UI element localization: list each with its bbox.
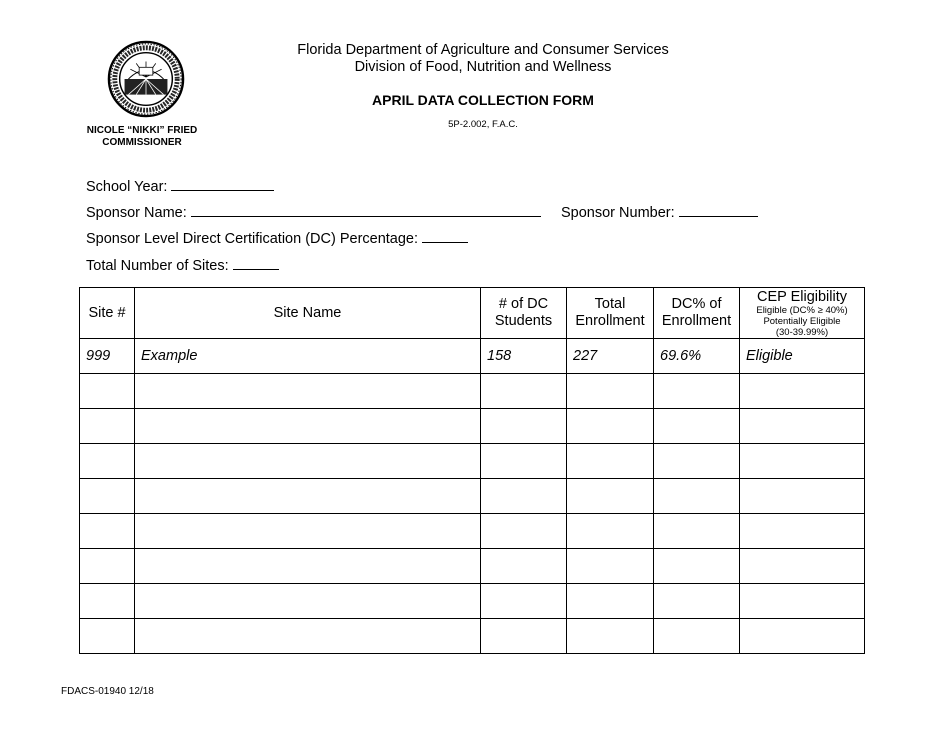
cell-dc-students[interactable] xyxy=(481,514,567,549)
cell-dc-students[interactable] xyxy=(481,409,567,444)
total-sites-input[interactable] xyxy=(233,255,279,270)
commissioner-title: COMMISSIONER xyxy=(102,137,182,148)
agency-name: Florida Department of Agriculture and Consumer Services xyxy=(297,42,669,58)
table-header-row xyxy=(80,288,865,339)
form-title: APRIL DATA COLLECTION FORM xyxy=(372,92,594,108)
cell-cep[interactable] xyxy=(740,444,865,479)
cell-cep[interactable] xyxy=(740,619,865,654)
cell-dc-students[interactable] xyxy=(481,444,567,479)
cell-site-name[interactable]: Example xyxy=(135,339,481,374)
dc-percentage-input[interactable] xyxy=(422,228,468,243)
header-total-enrollment: Total Enrollment xyxy=(567,288,654,339)
cell-dc-students[interactable] xyxy=(481,374,567,409)
cell-cep[interactable] xyxy=(740,584,865,619)
cell-site-num[interactable] xyxy=(80,444,135,479)
dc-percentage-field xyxy=(86,228,468,247)
cell-total-enrollment[interactable] xyxy=(567,409,654,444)
cell-dc-pct[interactable] xyxy=(654,409,740,444)
table-row xyxy=(80,549,865,584)
cell-site-name[interactable] xyxy=(135,479,481,514)
cell-dc-pct[interactable] xyxy=(654,444,740,479)
cell-site-num[interactable] xyxy=(80,619,135,654)
sponsor-name-field xyxy=(86,202,541,221)
table-row xyxy=(80,619,865,654)
cell-site-name[interactable] xyxy=(135,549,481,584)
cell-dc-pct[interactable] xyxy=(654,584,740,619)
cell-site-name[interactable] xyxy=(135,374,481,409)
sponsor-number-input[interactable] xyxy=(679,202,758,217)
header-site-name: Site Name xyxy=(135,288,481,339)
form-header xyxy=(283,42,683,130)
cell-site-name[interactable] xyxy=(135,619,481,654)
cell-site-num[interactable] xyxy=(80,374,135,409)
cell-total-enrollment[interactable] xyxy=(567,549,654,584)
cell-total-enrollment[interactable] xyxy=(567,444,654,479)
sponsor-name-label: Sponsor Name: xyxy=(86,205,187,221)
example-row xyxy=(80,339,865,374)
cell-dc-pct[interactable] xyxy=(654,374,740,409)
cell-cep[interactable] xyxy=(740,409,865,444)
commissioner-block xyxy=(62,125,222,149)
cell-site-name[interactable] xyxy=(135,584,481,619)
cell-cep[interactable]: Eligible xyxy=(740,339,865,374)
cell-dc-students[interactable] xyxy=(481,584,567,619)
cell-site-num[interactable]: 999 xyxy=(80,339,135,374)
cell-total-enrollment[interactable] xyxy=(567,374,654,409)
school-year-input[interactable] xyxy=(171,176,274,191)
cell-total-enrollment[interactable] xyxy=(567,584,654,619)
table-row xyxy=(80,444,865,479)
cell-dc-pct[interactable] xyxy=(654,514,740,549)
cell-cep[interactable] xyxy=(740,479,865,514)
table-row xyxy=(80,409,865,444)
header-dc-students: # of DC Students xyxy=(481,288,567,339)
cell-dc-pct[interactable] xyxy=(654,479,740,514)
sponsor-number-field xyxy=(561,202,758,221)
cell-cep[interactable] xyxy=(740,374,865,409)
cell-site-num[interactable] xyxy=(80,479,135,514)
header-site-num: Site # xyxy=(80,288,135,339)
commissioner-name: NICOLE “NIKKI” FRIED xyxy=(86,125,198,136)
cell-site-name[interactable] xyxy=(135,514,481,549)
cell-dc-students[interactable] xyxy=(481,619,567,654)
school-year-field xyxy=(86,176,274,195)
cell-total-enrollment[interactable] xyxy=(567,514,654,549)
cell-cep[interactable] xyxy=(740,549,865,584)
header-dc-pct: DC% of Enrollment xyxy=(654,288,740,339)
cell-site-num[interactable] xyxy=(80,514,135,549)
cell-total-enrollment[interactable] xyxy=(567,479,654,514)
sites-table xyxy=(79,287,865,654)
table-row xyxy=(80,479,865,514)
cell-dc-pct[interactable] xyxy=(654,549,740,584)
cell-dc-students[interactable] xyxy=(481,479,567,514)
cell-site-name[interactable] xyxy=(135,409,481,444)
cell-dc-students[interactable]: 158 xyxy=(481,339,567,374)
cell-site-num[interactable] xyxy=(80,584,135,619)
school-year-label: School Year: xyxy=(86,179,168,195)
cell-dc-pct[interactable]: 69.6% xyxy=(654,339,740,374)
cell-total-enrollment[interactable] xyxy=(567,619,654,654)
cell-dc-pct[interactable] xyxy=(654,619,740,654)
form-number: FDACS-01940 12/18 xyxy=(61,686,154,697)
division-name: Division of Food, Nutrition and Wellness xyxy=(354,59,612,75)
cell-site-num[interactable] xyxy=(80,549,135,584)
table-row xyxy=(80,374,865,409)
rule-citation: 5P-2.002, F.A.C. xyxy=(448,119,518,130)
sponsor-number-label: Sponsor Number: xyxy=(561,205,675,221)
state-seal-icon xyxy=(107,40,185,118)
sponsor-name-input[interactable] xyxy=(191,202,541,217)
cell-total-enrollment[interactable]: 227 xyxy=(567,339,654,374)
header-cep-eligibility: CEP Eligibility Eligible (DC% ≥ 40%) Potentially Eligible (30-39.99%) xyxy=(740,288,865,339)
cell-cep[interactable] xyxy=(740,514,865,549)
cell-dc-students[interactable] xyxy=(481,549,567,584)
dc-percentage-label: Sponsor Level Direct Certification (DC) Percentage: xyxy=(86,231,419,247)
cell-site-name[interactable] xyxy=(135,444,481,479)
total-sites-field xyxy=(86,255,279,274)
total-sites-label: Total Number of Sites: xyxy=(86,258,229,274)
cell-site-num[interactable] xyxy=(80,409,135,444)
table-row xyxy=(80,584,865,619)
table-row xyxy=(80,514,865,549)
